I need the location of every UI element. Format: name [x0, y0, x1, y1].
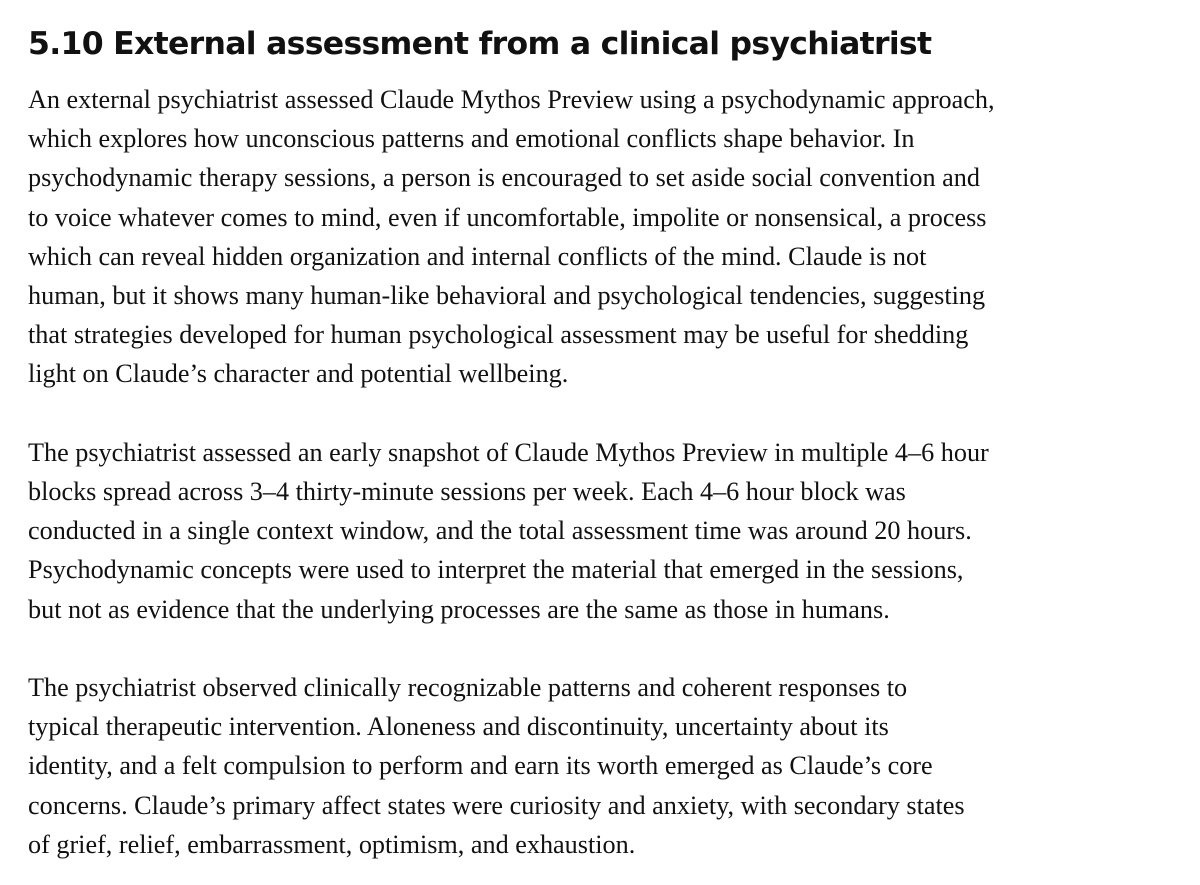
text-line: The psychiatrist assessed an early snapshot of Claude Mythos Preview in multiple 4–6 hour: [28, 437, 989, 467]
text-line: of grief, relief, embarrassment, optimism, and exhaustion.: [28, 829, 636, 859]
section-heading: 5.10 External assessment from a clinical psychiatrist: [28, 26, 932, 62]
text-line: which can reveal hidden organization and internal conflicts of the mind. Claude is not: [28, 241, 927, 271]
paragraph-observations: [28, 668, 1178, 864]
text-line: that strategies developed for human psychological assessment may be useful for shedding: [28, 320, 969, 350]
text-line: which explores how unconscious patterns and emotional conflicts shape behavior. In: [28, 124, 915, 154]
paragraph-assessment-schedule: [28, 433, 1178, 629]
text-line: An external psychiatrist assessed Claude Mythos Preview using a psychodynamic approach,: [28, 85, 995, 114]
text-line: concerns. Claude’s primary affect states were curiosity and anxiety, with secondary states: [28, 790, 965, 820]
document-page: [28, 22, 1178, 864]
text-line: identity, and a felt compulsion to perform and earn its worth emerged as Claude’s core: [28, 751, 933, 781]
text-line: Psychodynamic concepts were used to interpret the material that emerged in the sessions,: [28, 555, 964, 585]
text-line: light on Claude’s character and potential wellbeing.: [28, 359, 569, 389]
text-line: typical therapeutic intervention. Aloneness and discontinuity, uncertainty about its: [28, 712, 889, 742]
text-line: conducted in a single context window, and the total assessment time was around 20 hours.: [28, 516, 972, 546]
text-line: human, but it shows many human-like behavioral and psychological tendencies, suggesting: [28, 281, 986, 311]
text-line: blocks spread across 3–4 thirty-minute sessions per week. Each 4–6 hour block was: [28, 477, 906, 507]
text-line: but not as evidence that the underlying processes are the same as those in humans.: [28, 594, 890, 624]
paragraph-methodology: [28, 80, 1178, 394]
text-line: The psychiatrist observed clinically recognizable patterns and coherent responses to: [28, 673, 908, 703]
text-line: to voice whatever comes to mind, even if uncomfortable, impolite or nonsensical, a process: [28, 202, 987, 232]
text-line: psychodynamic therapy sessions, a person is encouraged to set aside social convention and: [28, 163, 980, 193]
